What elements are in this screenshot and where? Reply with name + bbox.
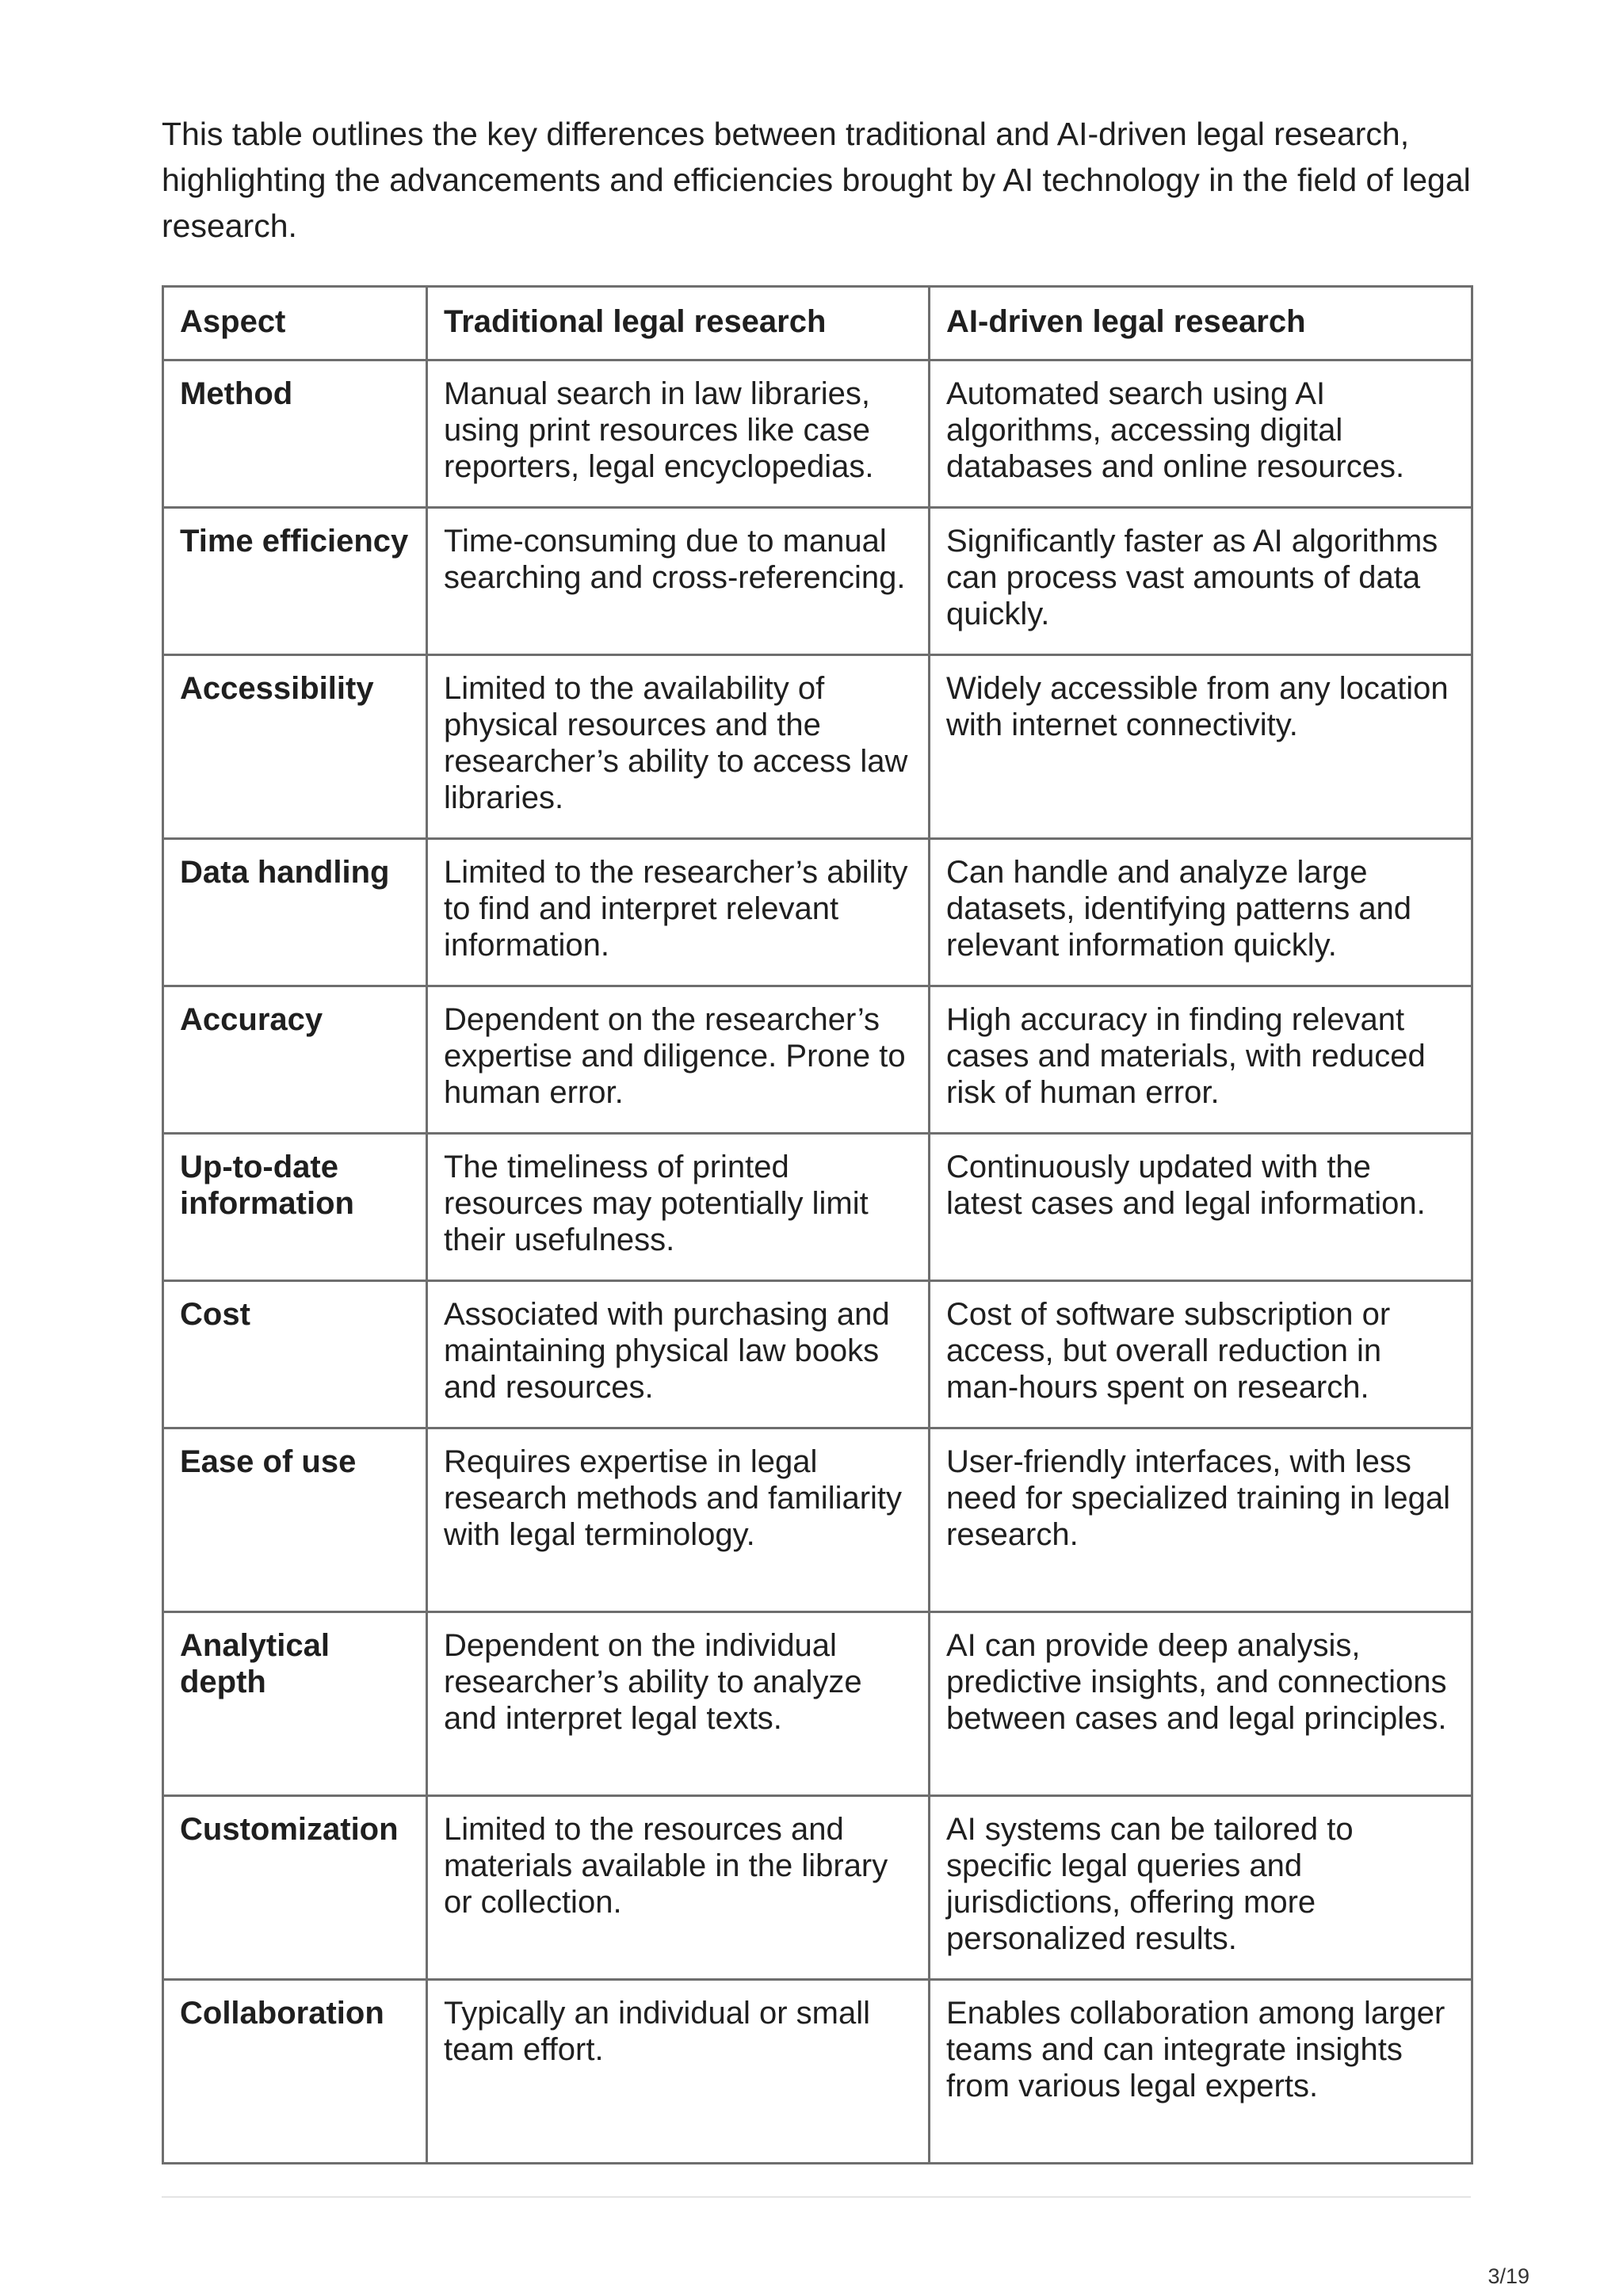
ai-cell: Automated search using AI algorithms, accessing digital databases and online resources. bbox=[930, 360, 1472, 508]
traditional-cell: Dependent on the researcher’s expertise and diligence. Prone to human error. bbox=[427, 986, 930, 1134]
ai-cell: High accuracy in finding relevant cases and materials, with reduced risk of human error. bbox=[930, 986, 1472, 1134]
aspect-cell: Up-to-date information bbox=[163, 1134, 427, 1281]
traditional-cell: Limited to the availability of physical resources and the researcher’s ability to access law libraries. bbox=[427, 655, 930, 839]
ai-cell: Cost of software subscription or access, but overall reduction in man-hours spent on research. bbox=[930, 1281, 1472, 1428]
table-row bbox=[163, 1796, 1472, 1980]
ai-cell: User-friendly interfaces, with less need for specialized training in legal research. bbox=[930, 1428, 1472, 1612]
table-row bbox=[163, 508, 1472, 655]
traditional-cell: Typically an individual or small team effort. bbox=[427, 1980, 930, 2164]
aspect-cell: Data handling bbox=[163, 839, 427, 986]
aspect-cell: Method bbox=[163, 360, 427, 508]
ai-cell: Enables collaboration among larger teams and can integrate insights from various legal experts. bbox=[930, 1980, 1472, 2164]
table-header-row bbox=[163, 287, 1472, 360]
traditional-cell: Limited to the researcher’s ability to find and interpret relevant information. bbox=[427, 839, 930, 986]
traditional-cell: Manual search in law libraries, using print resources like case reporters, legal encyclopedias. bbox=[427, 360, 930, 508]
traditional-cell: Time-consuming due to manual searching and cross-referencing. bbox=[427, 508, 930, 655]
table-row bbox=[163, 1428, 1472, 1612]
comparison-table bbox=[162, 285, 1473, 2164]
traditional-cell: Dependent on the individual researcher’s ability to analyze and interpret legal texts. bbox=[427, 1612, 930, 1796]
aspect-cell: Customization bbox=[163, 1796, 427, 1980]
aspect-cell: Time efficiency bbox=[163, 508, 427, 655]
aspect-cell: Analytical depth bbox=[163, 1612, 427, 1796]
traditional-cell: Associated with purchasing and maintaining physical law books and resources. bbox=[427, 1281, 930, 1428]
aspect-cell: Cost bbox=[163, 1281, 427, 1428]
aspect-cell: Accessibility bbox=[163, 655, 427, 839]
aspect-cell: Ease of use bbox=[163, 1428, 427, 1612]
intro-paragraph: This table outlines the key differences between traditional and AI-driven legal research, highlighting the advancements and efficiencies brought by AI technology in the field of legal research. bbox=[162, 116, 1471, 244]
table-row bbox=[163, 655, 1472, 839]
aspect-cell: Accuracy bbox=[163, 986, 427, 1134]
traditional-cell: The timeliness of printed resources may potentially limit their usefulness. bbox=[427, 1134, 930, 1281]
ai-cell: Widely accessible from any location with internet connectivity. bbox=[930, 655, 1472, 839]
table-row bbox=[163, 839, 1472, 986]
ai-cell: AI can provide deep analysis, predictive insights, and connections between cases and legal principles. bbox=[930, 1612, 1472, 1796]
header-ai-driven: AI-driven legal research bbox=[930, 287, 1472, 360]
ai-cell: AI systems can be tailored to specific legal queries and jurisdictions, offering more personalized results. bbox=[930, 1796, 1472, 1980]
footer-divider bbox=[162, 2196, 1471, 2198]
table-row bbox=[163, 1281, 1472, 1428]
header-aspect: Aspect bbox=[163, 287, 427, 360]
page-number: 3/19 bbox=[1487, 2264, 1529, 2288]
table-row bbox=[163, 986, 1472, 1134]
traditional-cell: Requires expertise in legal research methods and familiarity with legal terminology. bbox=[427, 1428, 930, 1612]
ai-cell: Continuously updated with the latest cases and legal information. bbox=[930, 1134, 1472, 1281]
aspect-cell: Collaboration bbox=[163, 1980, 427, 2164]
ai-cell: Can handle and analyze large datasets, identifying patterns and relevant information quickly. bbox=[930, 839, 1472, 986]
table-row bbox=[163, 1612, 1472, 1796]
table-row bbox=[163, 1980, 1472, 2164]
traditional-cell: Limited to the resources and materials available in the library or collection. bbox=[427, 1796, 930, 1980]
table-row bbox=[163, 1134, 1472, 1281]
table-row bbox=[163, 360, 1472, 508]
ai-cell: Significantly faster as AI algorithms can process vast amounts of data quickly. bbox=[930, 508, 1472, 655]
header-traditional: Traditional legal research bbox=[427, 287, 930, 360]
